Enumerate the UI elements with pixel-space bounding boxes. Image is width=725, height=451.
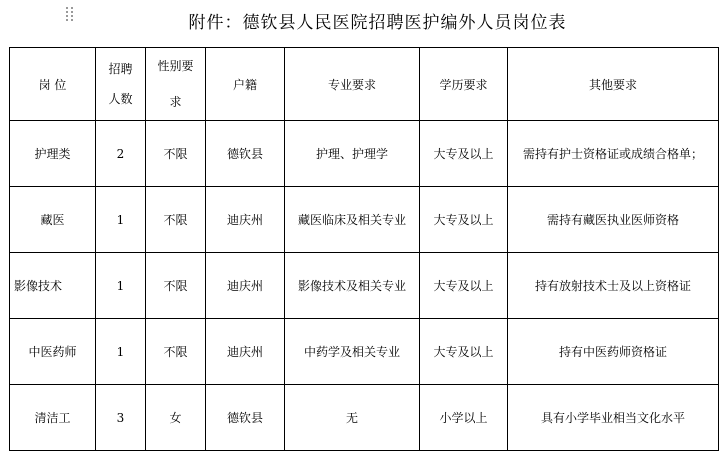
cell-education: 大专及以上	[420, 253, 508, 319]
table-row	[10, 187, 719, 253]
cell-domicile: 迪庆州	[206, 253, 285, 319]
table-row	[10, 319, 719, 385]
cell-major: 护理、护理学	[285, 121, 420, 187]
cell-domicile: 德钦县	[206, 121, 285, 187]
cell-gender: 不限	[146, 253, 206, 319]
cell-other: 持有放射技术士及以上资格证	[508, 253, 719, 319]
header-gender: 性别要求	[146, 48, 206, 121]
cell-other: 具有小学毕业相当文化水平	[508, 385, 719, 451]
header-education: 学历要求	[420, 48, 508, 121]
cell-other: 需持有护士资格证或成绩合格单；	[508, 121, 719, 187]
cell-position: 护理类	[10, 121, 96, 187]
cell-domicile: 德钦县	[206, 385, 285, 451]
cell-position: 藏医	[10, 187, 96, 253]
cell-count: 1	[96, 187, 146, 253]
job-table	[9, 47, 719, 451]
header-count: 招聘人数	[96, 48, 146, 121]
cell-domicile: 迪庆州	[206, 319, 285, 385]
cell-major: 影像技术及相关专业	[285, 253, 420, 319]
cell-position: 中医药师	[10, 319, 96, 385]
header-other: 其他要求	[508, 48, 719, 121]
cell-count: 1	[96, 253, 146, 319]
page-title: 附件：德钦县人民医院招聘医护编外人员岗位表	[188, 13, 567, 33]
cell-gender: 不限	[146, 319, 206, 385]
cell-gender: 不限	[146, 121, 206, 187]
header-row	[10, 48, 719, 121]
header-position: 岗 位	[10, 48, 96, 121]
cell-major: 藏医临床及相关专业	[285, 187, 420, 253]
table-row	[10, 253, 719, 319]
cell-position: 清洁工	[10, 385, 96, 451]
header-major: 专业要求	[285, 48, 420, 121]
cell-education: 小学以上	[420, 385, 508, 451]
cell-education: 大专及以上	[420, 187, 508, 253]
cell-other: 持有中医药师资格证	[508, 319, 719, 385]
table-row	[10, 121, 719, 187]
header-domicile: 户籍	[206, 48, 285, 121]
cell-other: 需持有藏医执业医师资格	[508, 187, 719, 253]
cell-major: 无	[285, 385, 420, 451]
cell-major: 中药学及相关专业	[285, 319, 420, 385]
cell-education: 大专及以上	[420, 121, 508, 187]
cell-count: 3	[96, 385, 146, 451]
cell-education: 大专及以上	[420, 319, 508, 385]
cell-position: 影像技术	[10, 253, 96, 319]
cell-gender: 不限	[146, 187, 206, 253]
cell-gender: 女	[146, 385, 206, 451]
table-row	[10, 385, 719, 451]
cell-domicile: 迪庆州	[206, 187, 285, 253]
cell-count: 1	[96, 319, 146, 385]
cell-count: 2	[96, 121, 146, 187]
